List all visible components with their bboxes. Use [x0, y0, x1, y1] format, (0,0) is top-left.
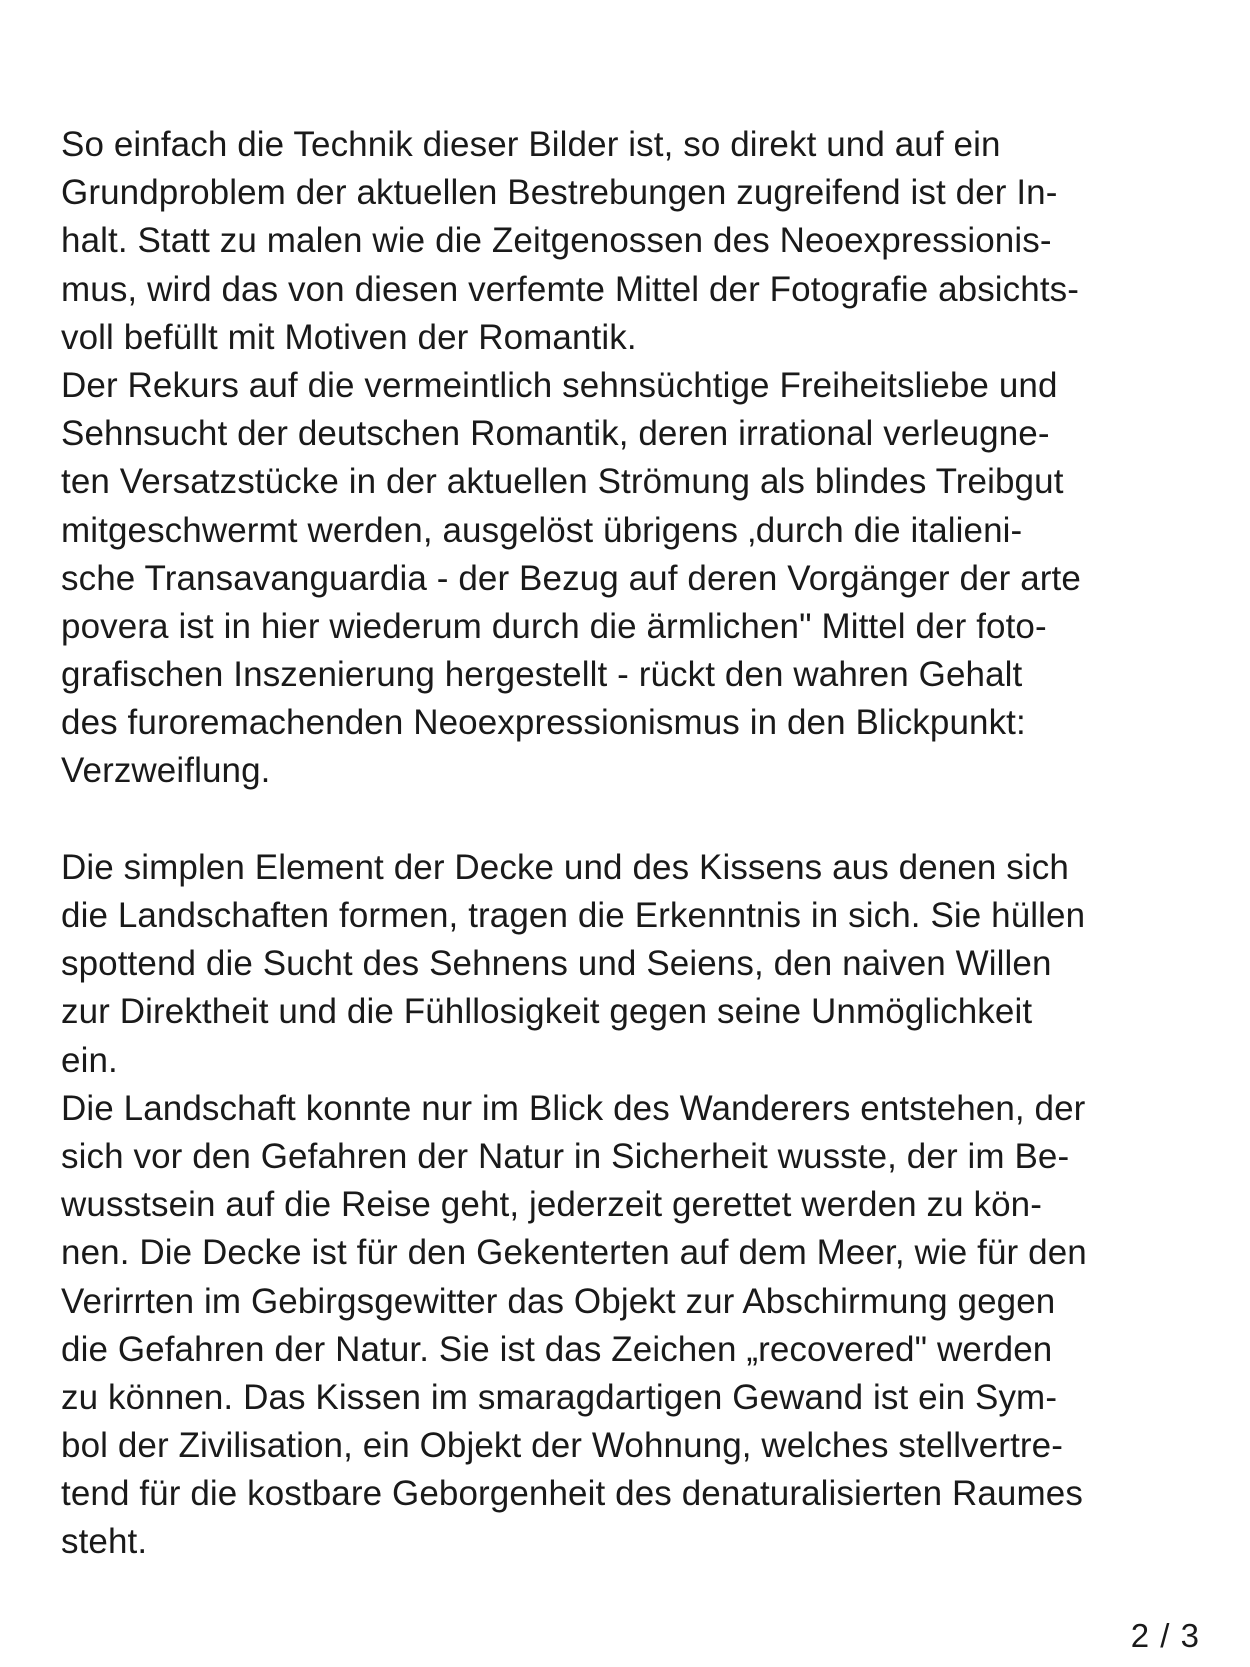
- text-line: zu können. Das Kissen im smaragdartigen Gewand ist ein Sym-: [61, 1377, 1058, 1417]
- paragraph-gap: [61, 796, 1201, 844]
- text-line: mus, wird das von diesen verfemte Mittel der Fotografie absichts-: [61, 269, 1080, 309]
- body-text: [61, 121, 1201, 1567]
- text-line: So einfach die Technik dieser Bilder ist, so direkt und auf ein: [61, 125, 1001, 164]
- text-line: ten Versatzstücke in der aktuellen Strömung als blindes Treibgut: [61, 462, 1064, 502]
- text-line: wusstsein auf die Reise geht, jederzeit gerettet werden zu kön-: [61, 1185, 1043, 1225]
- page-number: 2 / 3: [1130, 1617, 1200, 1654]
- text-line: die Landschaften formen, tragen die Erkenntnis in sich. Sie hüllen: [61, 896, 1086, 935]
- text-line: ein.: [61, 1040, 118, 1080]
- text-line: Verirrten im Gebirgsgewitter das Objekt zur Abschirmung gegen: [61, 1281, 1056, 1321]
- text-line: tend für die kostbare Geborgenheit des denaturalisierten Raumes: [61, 1474, 1083, 1514]
- text-line: sche Transavanguardia - der Bezug auf deren Vorgänger der arte: [61, 558, 1081, 598]
- text-line: die Gefahren der Natur. Sie ist das Zeichen „recovered" werden: [61, 1329, 1053, 1369]
- text-line: zur Direktheit und die Fühllosigkeit gegen seine Unmöglichkeit: [61, 992, 1033, 1032]
- text-line: grafischen Inszenierung hergestellt - rückt den wahren Gehalt: [61, 655, 1023, 695]
- text-line: Verzweiflung.: [61, 751, 271, 791]
- text-line: nen. Die Decke ist für den Gekenterten auf dem Meer, wie für den: [61, 1233, 1087, 1273]
- text-line: bol der Zivilisation, ein Objekt der Wohnung, welches stellvertre-: [61, 1426, 1063, 1466]
- text-line: halt. Statt zu malen wie die Zeitgenossen des Neoexpressionis-: [61, 221, 1052, 261]
- text-line: Die simplen Element der Decke und des Kissens aus denen sich: [61, 847, 1069, 887]
- text-line: spottend die Sucht des Sehnens und Seiens, den naiven Willen: [61, 944, 1052, 984]
- text-line: povera ist in hier wiederum durch die ärmlichen" Mittel der foto-: [61, 606, 1047, 646]
- text-line: Die Landschaft konnte nur im Blick des Wanderers entstehen, der: [61, 1088, 1086, 1128]
- text-line: steht.: [61, 1522, 148, 1562]
- text-line: mitgeschwermt werden, ausgelöst übrigens ‚durch die italieni-: [61, 510, 1023, 550]
- text-line: Der Rekurs auf die vermeintlich sehnsüchtige Freiheitsliebe und: [61, 365, 1058, 405]
- text-line: Sehnsucht der deutschen Romantik, deren irrational verleugne-: [61, 414, 1050, 454]
- text-line: sich vor den Gefahren der Natur in Sicherheit wusste, der im Be-: [61, 1136, 1070, 1176]
- text-line: des furoremachenden Neoexpressionismus in den Blickpunkt:: [61, 703, 1026, 743]
- text-line: Grundproblem der aktuellen Bestrebungen zugreifend ist der In-: [61, 173, 1058, 213]
- text-line: voll befüllt mit Motiven der Romantik.: [61, 317, 637, 357]
